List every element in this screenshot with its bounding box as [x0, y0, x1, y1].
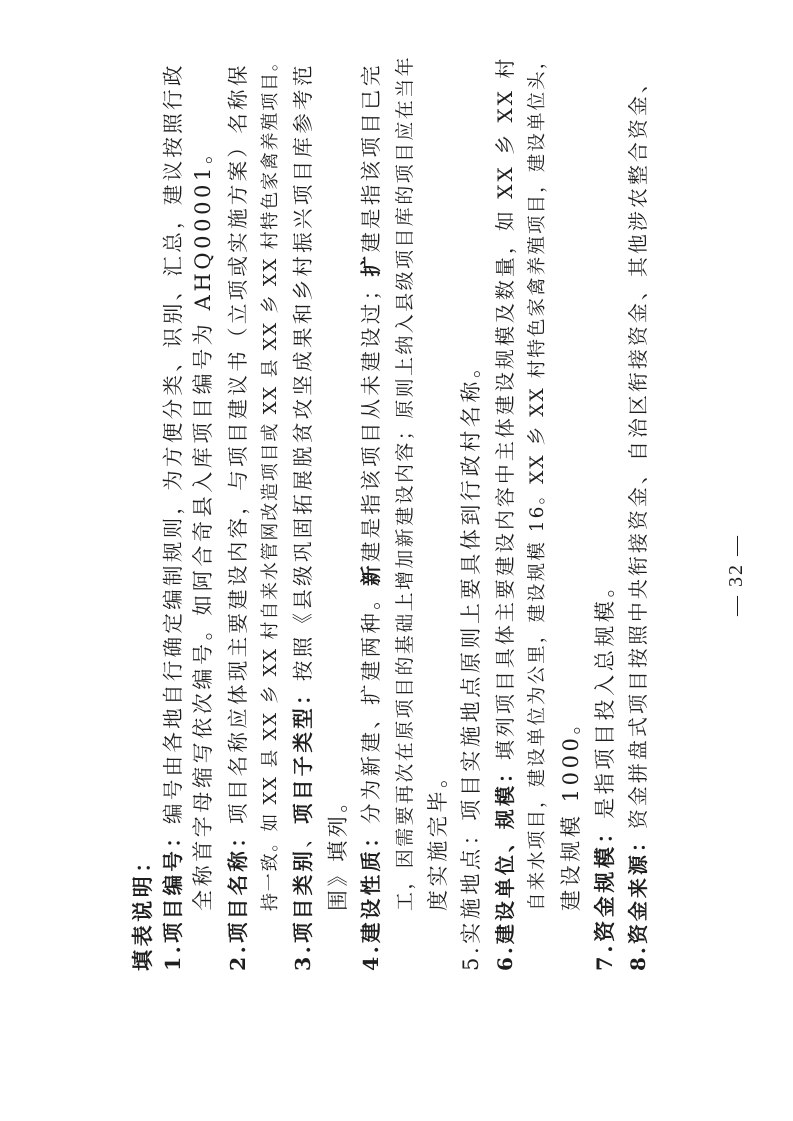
item8-text: 资金拼盘式项目按照中央衔接资金、自治区衔接资金、其他涉农整合资金、	[626, 70, 650, 830]
item4-label: 4.建设性质：	[359, 823, 383, 971]
item4-line2	[392, 55, 418, 911]
item1-label: 1.项目编号：	[161, 823, 185, 971]
item7-text: 是指项目投入总规模。	[593, 572, 617, 819]
item6-text-cont2: 建设规模 1000。	[559, 709, 583, 911]
page-number: — 32 —	[725, 534, 747, 616]
item5-text: 5.实施地点：项目实施地点原则上要具体到行政村名称。	[459, 353, 483, 971]
item3-sep: 、	[291, 823, 315, 848]
item8-line1	[625, 70, 651, 971]
item4-text-cont2: 度实施完毕。	[426, 763, 450, 911]
item1-text-cont: 全称首字母缩写依次编号。如阿合奇县入库项目编号为 AHQ00001。	[191, 139, 215, 911]
item7-label: 7.资金规模：	[592, 818, 617, 971]
item6-text-cont: 自来水项目，建设单位为公里，建设规模 16。XX 乡 XX 村特色家禽养殖项目，建设单位头，	[527, 48, 548, 911]
item4-line3	[425, 763, 451, 911]
item6-line2	[525, 49, 551, 911]
item4-text-b: 建是指该项目从未建设过；	[359, 276, 383, 563]
item4-text-cont: 工，因需要再次在原项目的基础上增加新建设内容；原则上纳入县级项目库的项目应在当年	[394, 54, 416, 911]
item3-label-b: 项目子类型：	[291, 681, 315, 824]
item3-text: 按照《县级巩固拓展脱贫攻坚成果和乡村振兴项目库参考范	[291, 62, 315, 682]
item2-line2	[258, 51, 284, 911]
item4-line1	[358, 62, 384, 971]
item6-text: 填列项目具体主要建设内容中主体建设规模及数量，如 XX 乡 XX 村	[493, 55, 517, 761]
item2-text-cont: 持一致。如 XX 县 XX 乡 XX 村自来水管网改造项目或 XX 县 XX 乡 XX 村特色家禽养殖项目。	[260, 51, 281, 911]
item6-line1	[492, 56, 518, 971]
item2-label: 2.项目名称：	[226, 823, 250, 971]
item1-line1	[160, 62, 186, 971]
item2-line1	[225, 62, 251, 971]
item2-text: 项目名称应体现主要建设内容，与项目建议书（立项或实施方案）名称保	[226, 62, 250, 824]
item4-text-a: 分为新建、扩建两种。	[359, 585, 383, 824]
item7-line1	[592, 573, 618, 971]
item3-text-cont: 围》填列。	[326, 788, 350, 911]
item5-line1	[458, 353, 484, 971]
item3-line2	[325, 788, 351, 911]
item6-label: 6.建设单位、规模：	[493, 760, 517, 971]
heading	[130, 848, 156, 971]
item3-line1	[290, 62, 316, 971]
item1-text: 编号由各地自行确定编制规则，为方便分类、识别、汇总，建议按照行政	[161, 62, 185, 824]
item6-line3	[558, 710, 584, 911]
item4-text-c: 建是指该项目已完	[359, 62, 383, 253]
item3-label-a: 3.项目类别	[291, 847, 315, 971]
item1-line2	[190, 139, 216, 911]
item8-label: 8.资金来源：	[626, 829, 650, 971]
item4-kw-new: 新	[359, 562, 383, 586]
heading-text: 填表说明：	[130, 848, 155, 971]
item4-kw-ext: 扩	[359, 252, 383, 277]
